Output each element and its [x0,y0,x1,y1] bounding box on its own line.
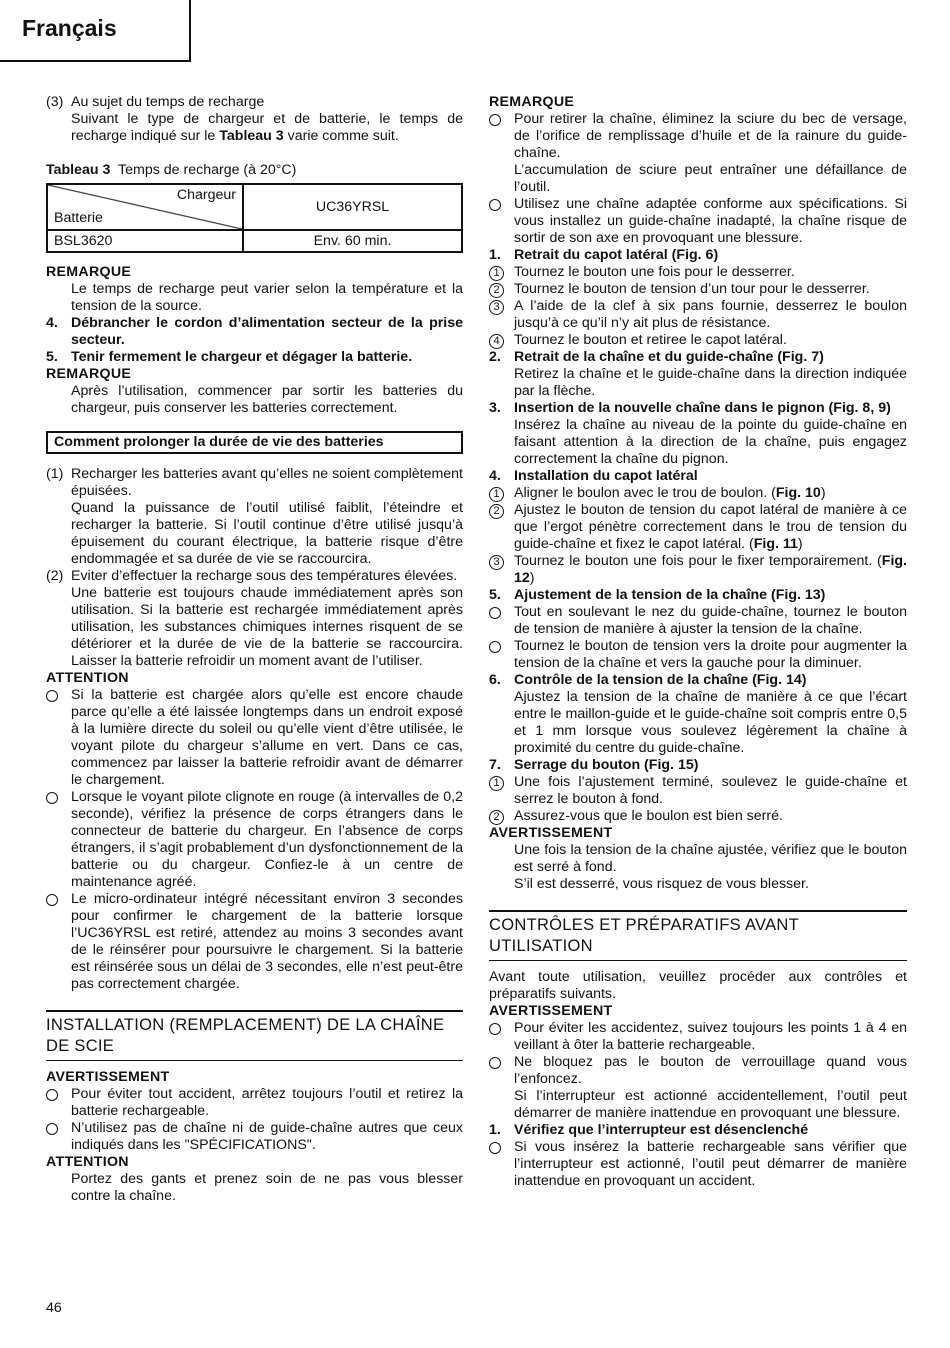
item-marker: (3) [46,94,64,110]
step-heading: 1. Vérifiez que l’interrupteur est désenclenché [489,1122,809,1138]
sub-step: 2 Tournez le bouton de tension d’un tour pour le desserrer. [489,281,907,298]
charging-time-table [46,183,463,253]
table-caption: Tableau 3 Temps de recharge (à 20°C) [46,162,297,178]
bullet-item: Si vous insérez la batterie rechargeable sans vérifier que l’interrupteur est actionné, l’outil peut démarrer de manière inattendue en provoquant un accident. [489,1139,907,1190]
number-4-icon: 4 [489,334,504,349]
intro-text: Avant toute utilisation, veuillez procéder aux contrôles et préparatifs suivants. [489,969,907,1002]
step-heading: 2. Retrait de la chaîne et du guide-chaîne (Fig. 7) [489,349,824,365]
warning-heading: AVERTISSEMENT [489,825,613,841]
left-column [46,94,463,1205]
cell-battery: BSL3620 [47,230,243,252]
attention-item: Le micro-ordinateur intégré nécessitant environ 3 secondes pour confirmer le chargement de la batterie lorsque l’UC36YRSL est retiré, attendez au moins 3 secondes avant de le réinsérer pour poursuivre le chargement. Si la batterie est réinsérée sous un délai de 3 secondes, elle n’est peut-être pas correctement chargée. [46,891,463,993]
bullet-circle-icon [489,114,501,126]
bullet-circle-icon [46,894,58,906]
step-text: Insérez la chaîne au niveau de la pointe du guide-chaîne en faisant attention à la direction de la chaîne, puis engagez correctement la chaîne du pignon. [514,417,907,467]
number-1-icon: 1 [489,776,504,791]
remarque-text: Après l’utilisation, commencer par sortir les batteries du chargeur, puis conserver les batteries correctement. [71,383,463,416]
sub-step: 3 A l’aide de la clef à six pans fournie, desserrez le boulon jusqu’à ce qu’il n’y ait plus de résistance. [489,298,907,332]
number-2-icon: 2 [489,810,504,825]
attention-heading: ATTENTION [46,1154,129,1170]
sub-step: 4 Tournez le bouton et retiree le capot latéral. [489,332,907,349]
bullet-circle-icon [46,690,58,702]
warning-text: S’il est desserré, vous risquez de vous blesser. [514,876,809,892]
step-heading: 3. Insertion de la nouvelle chaîne dans le pignon (Fig. 8, 9) [489,400,891,416]
header-battery: Batterie [54,210,103,226]
number-3-icon: 3 [489,300,504,315]
sub-step: 1 Tournez le bouton une fois pour le desserrer. [489,264,907,281]
section-heading-installation: INSTALLATION (REMPLACEMENT) DE LA CHAÎNE DE SCIE [46,1010,463,1061]
bullet-circle-icon [489,641,501,653]
warning-heading: AVERTISSEMENT [46,1069,170,1085]
sub-step: 1 Aligner le boulon avec le trou de boulon. (Fig. 10) [489,485,907,502]
right-column [489,94,907,1190]
page-number: 46 [46,1300,62,1316]
warning-item: N’utilisez pas de chaîne ni de guide-chaîne autres que ceux indiqués dans les "SPÉCIFICATIONS". [46,1120,463,1154]
sub-step: 2 Assurez-vous que le boulon est bien serré. [489,808,907,825]
number-1-icon: 1 [489,266,504,281]
sub-step: 1 Une fois l’ajustement terminé, soulevez le guide-chaîne et serrez le bouton à fond. [489,774,907,808]
warning-item: Pour éviter tout accident, arrêtez toujours l’outil et retirez la batterie rechargeable. [46,1086,463,1120]
step-text: Retirez la chaîne et le guide-chaîne dans la direction indiquée par la flèche. [514,366,907,399]
warning-item: Pour éviter les accidentez, suivez toujours les points 1 à 4 en veillant à ôter la batterie rechargeable. [489,1020,907,1054]
bullet-item: Tout en soulevant le nez du guide-chaîne, tournez le bouton de tension de manière à ajuster la tension de la chaîne. [489,604,907,638]
section-3-title: Au sujet du temps de recharge [71,94,265,110]
remarque-heading: REMARQUE [489,94,575,110]
bullet-circle-icon [46,1089,58,1101]
language-tab [0,0,191,62]
section-3-body: Suivant le type de chargeur et de batterie, le temps de recharge indiqué sur le Tableau 3 varie comme suit. [71,111,463,144]
battery-tip-2: (2) Eviter d’effectuer la recharge sous des températures élevées. Une batterie est toujours chaude immédiatement après son utilisation. Si la batterie est rechargée immédiatement après utilisation, les substances chimiques internes risquent de se détériorer et la durée de vie de la batterie se raccourcira. Laisser la batterie refroidir un moment avant de l’utiliser. [46,568,463,669]
number-3-icon: 3 [489,555,504,570]
step-heading: 4. Installation du capot latéral [489,468,698,484]
attention-item: Si la batterie est chargée alors qu’elle est encore chaude parce qu’elle a été laissée longtemps dans un endroit exposé à la lumière directe du soleil ou qu’elle vient d’être utilisée, le voyant pilote du chargeur s’allume en vert. Dans ce cas, commencez par laisser la batterie refroidir avant de démarrer le chargement. [46,687,463,789]
remarque-item: Pour retirer la chaîne, éliminez la sciure du bec de versage, de l’orifice de remplissage d’huile et de la rainure du guide-chaîne. L’accumulation de sciure peut entraîner une défaillance de l’outil. [489,111,907,196]
step-5: 5. Tenir fermement le chargeur et dégager la batterie. [46,349,413,365]
warning-text: Une fois la tension de la chaîne ajustée, vérifiez que le bouton est serré à fond. [514,842,907,875]
step-heading: 1. Retrait du capot latéral (Fig. 6) [489,247,719,263]
bullet-circle-icon [489,1057,501,1069]
table-header-diagonal [47,184,243,230]
bullet-circle-icon [46,1123,58,1135]
sub-step: 2 Ajustez le bouton de tension du capot latéral de manière à ce que l’ergot pénètre correctement dans le trou de tension du guide-chaîne et fixez le capot latéral. (Fig. 11) [489,502,907,553]
attention-item: Lorsque le voyant pilote clignote en rouge (à intervalles de 0,2 seconde), vérifiez la présence de corps étrangers dans le connecteur de batterie du chargeur. En l’absence de corps étrangers, il s’agit probablement d’un dysfonctionnement de la batterie ou du chargeur. Confiez-le à un centre de maintenance agréé. [46,789,463,891]
warning-heading: AVERTISSEMENT [489,1003,613,1019]
bullet-circle-icon [489,199,501,211]
bullet-item: Tournez le bouton de tension vers la droite pour augmenter la tension de la chaîne et vers la gauche pour la diminuer. [489,638,907,672]
header-charger: Chargeur [176,187,236,203]
language-label: Français [22,15,117,41]
attention-heading: ATTENTION [46,670,129,686]
battery-life-box-title: Comment prolonger la durée de vie des batteries [46,431,463,454]
battery-tip-1: (1) Recharger les batteries avant qu’elles ne soient complètement épuisées. Quand la puissance de l’outil utilisé faiblit, l’éteindre et recharger la batterie. Si l’outil continue d’être utilisé jusqu’à épuisement du courant électrique, la batterie risque d’être endommagée et sa durée de vie se raccourcira. [46,466,463,567]
step-4: 4. Débrancher le cordon d’alimentation secteur de la prise secteur. [46,315,463,348]
attention-text: Portez des gants et prenez soin de ne pas vous blesser contre la chaîne. [71,1171,463,1204]
step-heading: 7. Serrage du bouton (Fig. 15) [489,757,699,773]
bullet-circle-icon [489,1023,501,1035]
bullet-circle-icon [46,792,58,804]
header-model: UC36YRSL [243,184,462,230]
step-heading: 5. Ajustement de la tension de la chaîne (Fig. 13) [489,587,826,603]
warning-item: Ne bloquez pas le bouton de verrouillage quand vous l’enfoncez. Si l’interrupteur est actionné accidentellement, l’outil peut démarrer de manière inattendue en provoquant une blessure. [489,1054,907,1122]
remarque-item: Utilisez une chaîne adaptée conforme aux spécifications. Si vous installez un guide-chaîne inadapté, la chaîne risque de sortir de son axe en provoquant une blessure. [489,196,907,247]
step-text: Ajustez la tension de la chaîne de manière à ce que l’écart entre le maillon-guide et le guide-chaîne soit compris entre 0,5 et 1 mm lorsque vous soulevez légèrement la chaîne à proximité du centre du guide-chaîne. [514,689,907,756]
section-heading-checks: CONTRÔLES ET PRÉPARATIFS AVANT UTILISATION [489,910,907,961]
sub-step: 3 Tournez le bouton une fois pour le fixer temporairement. (Fig. 12) [489,553,907,587]
number-2-icon: 2 [489,283,504,298]
cell-time: Env. 60 min. [243,230,462,252]
remarque-text: Le temps de recharge peut varier selon la température et la tension de la source. [71,281,463,314]
section-3 [46,94,463,145]
number-2-icon: 2 [489,504,504,519]
bullet-circle-icon [489,1142,501,1154]
remarque-heading: REMARQUE [46,366,132,382]
bullet-circle-icon [489,607,501,619]
remarque-heading: REMARQUE [46,264,132,280]
number-1-icon: 1 [489,487,504,502]
step-heading: 6. Contrôle de la tension de la chaîne (Fig. 14) [489,672,807,688]
